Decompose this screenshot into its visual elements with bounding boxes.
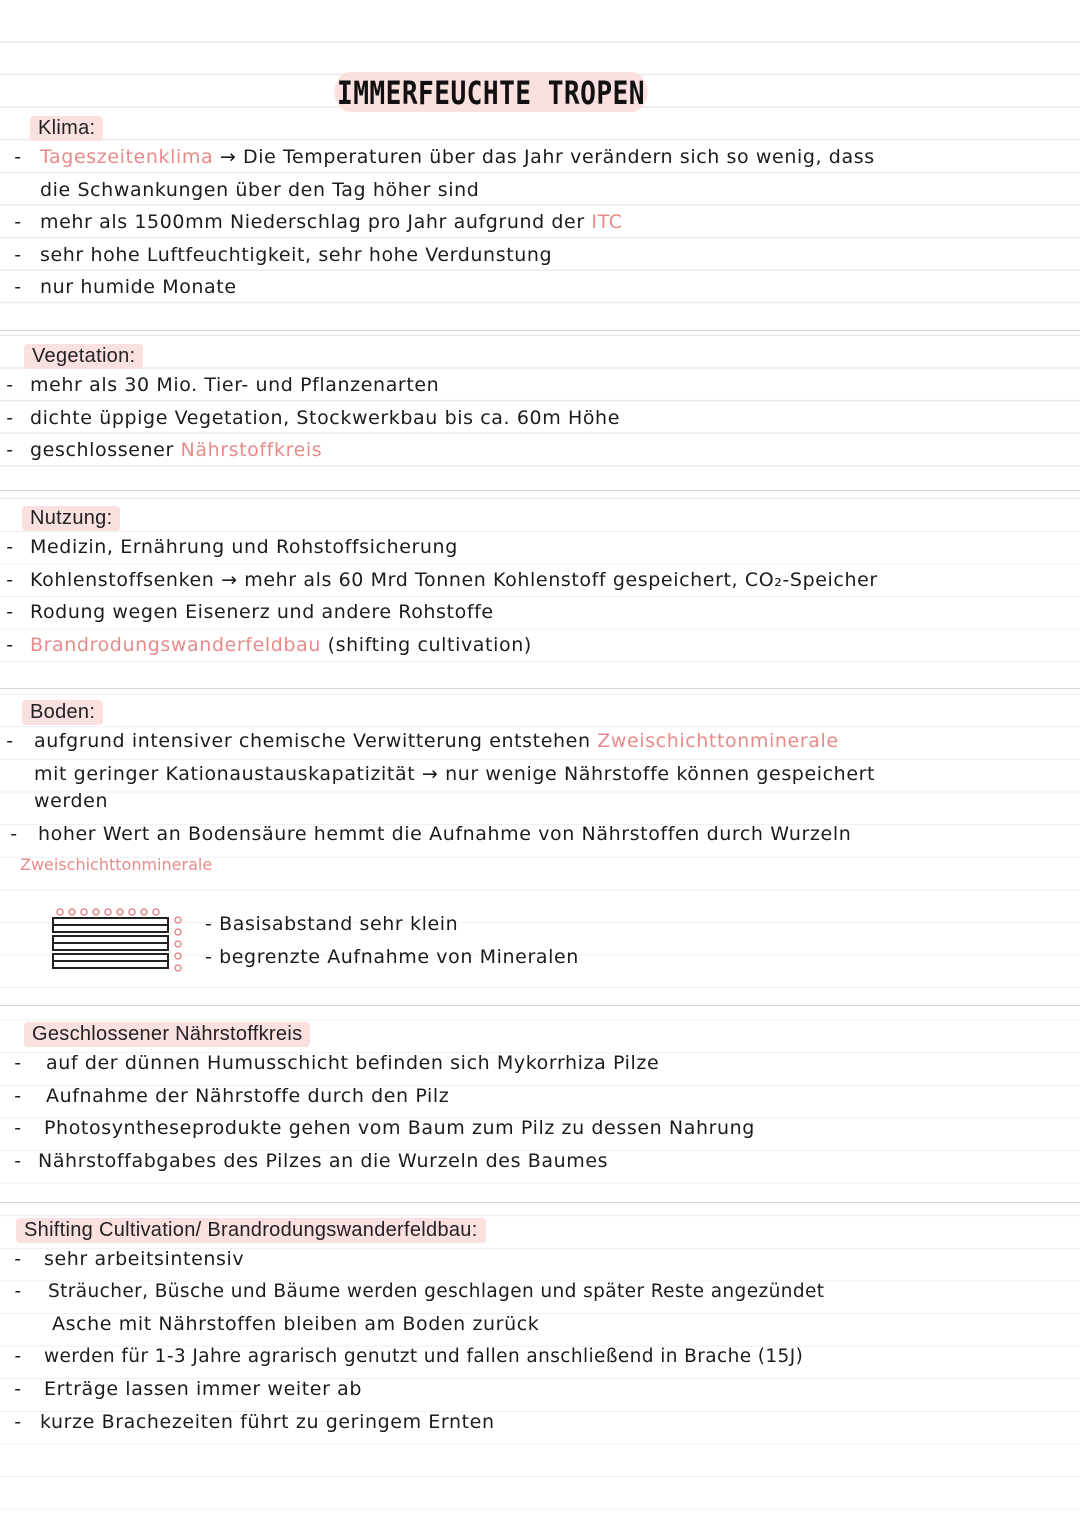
- divider: [0, 330, 1080, 331]
- clay-mineral-diagram: [50, 908, 190, 978]
- subheading-zweischichttonminerale: Zweischichttonminerale: [20, 854, 213, 874]
- list-item: - Kohlenstoffsenken → mehr als 60 Mrd Tonnen Kohlenstoff gespeichert, CO₂-Speicher: [6, 568, 878, 591]
- list-item: - Brandrodungswanderfeldbau (shifting cultivation): [6, 633, 532, 656]
- list-item: - Rodung wegen Eisenerz und andere Rohstoffe: [6, 601, 494, 624]
- kreis-heading: Geschlossener Nährstoffkreis: [24, 1022, 310, 1047]
- list-item: - Sträucher, Büsche und Bäume werden geschlagen und später Reste angezündet: [14, 1280, 825, 1302]
- section-vegetation: [0, 344, 1080, 467]
- section-klima: [0, 116, 1080, 304]
- list-item-continuation: werden: [34, 790, 109, 813]
- list-item: - sehr hohe Luftfeuchtigkeit, sehr hohe Verdunstung: [14, 243, 553, 266]
- section-boden: [0, 700, 1080, 874]
- list-item: - Tageszeitenklima → Die Temperaturen über das Jahr verändern sich so wenig, dass: [14, 146, 875, 168]
- list-item: - Photosyntheseprodukte gehen vom Baum zum Pilz zu dessen Nahrung: [14, 1117, 755, 1140]
- nutzung-heading: Nutzung:: [22, 506, 120, 531]
- section-naehrstoffkreis: [0, 1022, 1080, 1177]
- list-item: - Aufnahme der Nährstoffe durch den Pilz: [14, 1084, 450, 1107]
- shifting-heading: Shifting Cultivation/ Brandrodungswanderfeldbau:: [16, 1218, 486, 1243]
- section-nutzung: [0, 506, 1080, 661]
- list-item: - sehr arbeitsintensiv: [14, 1248, 245, 1270]
- list-item: - Nährstoffabgabes des Pilzes an die Wurzeln des Baumes: [14, 1149, 609, 1172]
- clay-mineral-notes: [205, 908, 579, 973]
- list-item: - auf der dünnen Humusschicht befinden sich Mykorrhiza Pilze: [14, 1052, 660, 1074]
- list-item: - kurze Brachezeiten führt zu geringem Ernten: [14, 1410, 495, 1433]
- section-shifting-cultivation: [0, 1218, 1080, 1439]
- list-item: - Basisabstand sehr klein: [205, 913, 459, 935]
- list-item: - mehr als 1500mm Niederschlag pro Jahr aufgrund der ITC: [14, 211, 623, 234]
- divider: [0, 1005, 1080, 1006]
- divider: [0, 688, 1080, 689]
- list-item-continuation: Asche mit Nährstoffen bleiben am Boden zurück: [52, 1313, 540, 1336]
- list-item: - Medizin, Ernährung und Rohstoffsicherung: [6, 536, 458, 558]
- list-item: - mehr als 30 Mio. Tier- und Pflanzenarten: [6, 374, 440, 396]
- divider: [0, 490, 1080, 491]
- divider: [0, 1202, 1080, 1203]
- vegetation-heading: Vegetation:: [24, 344, 143, 369]
- list-item: - werden für 1-3 Jahre agrarisch genutzt und fallen anschließend in Brache (15J): [14, 1345, 804, 1367]
- list-item-continuation: die Schwankungen über den Tag höher sind: [40, 178, 480, 201]
- boden-heading: Boden:: [22, 700, 103, 725]
- list-item: - begrenzte Aufnahme von Mineralen: [205, 945, 579, 968]
- list-item: - aufgrund intensiver chemische Verwitterung entstehen Zweischichttonminerale: [6, 730, 839, 752]
- list-item: - hoher Wert an Bodensäure hemmt die Aufnahme von Nährstoffen durch Wurzeln: [10, 823, 852, 846]
- list-item: - nur humide Monate: [14, 276, 237, 299]
- klima-heading: Klima:: [30, 116, 103, 141]
- page-title: IMMERFEUCHTE TROPEN: [334, 72, 647, 112]
- list-item: - geschlossener Nährstoffkreis: [6, 439, 323, 462]
- list-item: - dichte üppige Vegetation, Stockwerkbau bis ca. 60m Höhe: [6, 406, 620, 429]
- list-item-continuation: mit geringer Kationaustauskapatizität → nur wenige Nährstoffe können gespeichert: [34, 762, 876, 785]
- list-item: - Erträge lassen immer weiter ab: [14, 1378, 363, 1401]
